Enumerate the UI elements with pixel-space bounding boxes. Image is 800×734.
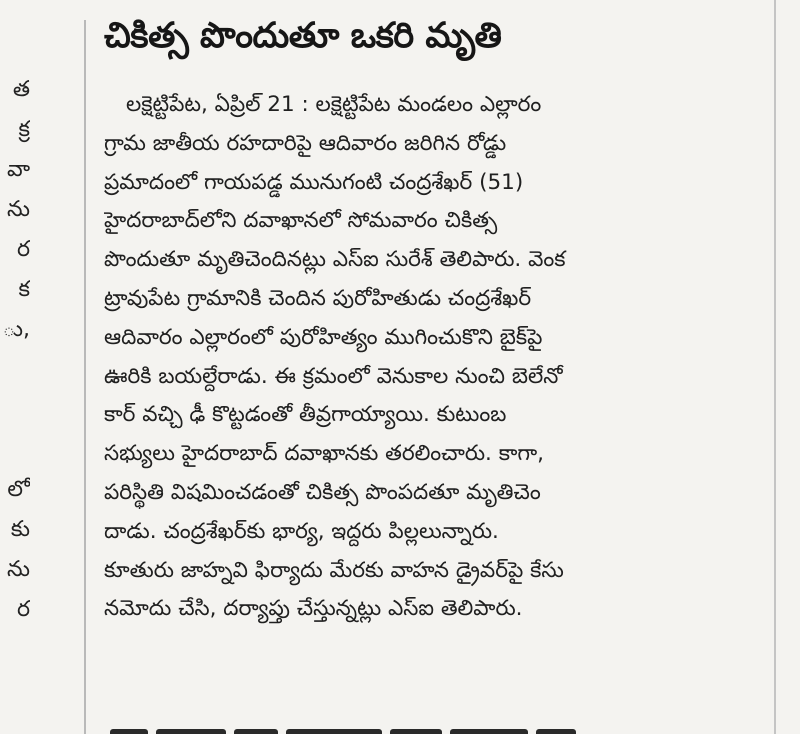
- column-fragment: ర: [16, 597, 30, 622]
- column-fragment: వా: [6, 157, 30, 182]
- news-article: [104, 6, 754, 629]
- article-line: పొందుతూ మృతిచెందినట్లు ఎస్ఐ సురేశ్ తెలిపారు. వెంక: [104, 247, 566, 273]
- article-headline: చికిత్స పొందుతూ ఒకరి మృతి: [104, 16, 502, 56]
- article-line: లక్షెట్టిపేట, ఏప్రిల్ 21 : లక్షెట్టిపేట మండలం ఎల్లారం: [126, 92, 542, 117]
- adjacent-column-fragments: [0, 70, 30, 630]
- article-body: [104, 86, 754, 629]
- column-divider: [84, 20, 86, 734]
- column-fragment: కు: [10, 517, 30, 542]
- article-line: కార్ వచ్చి ఢీ కొట్టడంతో తీవ్రగాయ్యాయి. కుటుంబ: [104, 402, 507, 428]
- article-line: ట్రావుపేట గ్రామానికి చెందిన పురోహితుడు చంద్రశేఖర్: [104, 285, 532, 311]
- article-line: దాడు. చంద్రశేఖర్‌కు భార్య, ఇద్దరు పిల్లలున్నారు.: [104, 518, 499, 544]
- column-fragment: ను: [6, 197, 30, 222]
- column-fragment: క: [18, 277, 30, 302]
- article-line: గ్రామ జాతీయ రహదారిపై ఆదివారం జరిగిన రోడ్డు: [104, 130, 507, 156]
- article-line: హైదరాబాద్‌లోని దవాఖానలో సోమవారం చికిత్స: [104, 208, 498, 234]
- column-fragment: క్ర: [18, 117, 30, 142]
- column-fragment: ను: [6, 557, 30, 582]
- column-fragment: లో: [7, 477, 30, 502]
- article-line: ప్రమాదంలో గాయపడ్డ మునుగంటి చంద్రశేఖర్ (51): [104, 169, 524, 195]
- column-fragment: ు,: [2, 317, 30, 342]
- column-fragment: త: [12, 77, 30, 102]
- column-fragment: ర: [16, 237, 30, 262]
- article-line: సభ్యులు హైదరాబాద్ దవాఖానకు తరలించారు. కాగా,: [104, 441, 544, 467]
- article-line: పరిస్థితి విషమించడంతో చికిత్స పొంపదతూ మృతిచెం: [104, 479, 541, 505]
- article-line: కూతురు జాహ్నవి ఫిర్యాదు మేరకు వాహన డ్రైవర్‌పై కేసు: [104, 557, 564, 583]
- column-gap: [0, 350, 30, 470]
- article-line: ఊరికి బయల్దేరాడు. ఈ క్రమంలో వెనుకాల నుంచి బెలేనో: [104, 363, 563, 389]
- article-line: నమోదు చేసి, దర్యాప్తు చేస్తున్నట్లు ఎస్ఐ తెలిపారు.: [104, 596, 523, 622]
- article-line: ఆదివారం ఎల్లారంలో పురోహిత్యం ముగించుకొని బైక్‌పై: [104, 324, 543, 350]
- cut-off-next-headline: [110, 722, 650, 734]
- page-edge-divider: [774, 0, 776, 734]
